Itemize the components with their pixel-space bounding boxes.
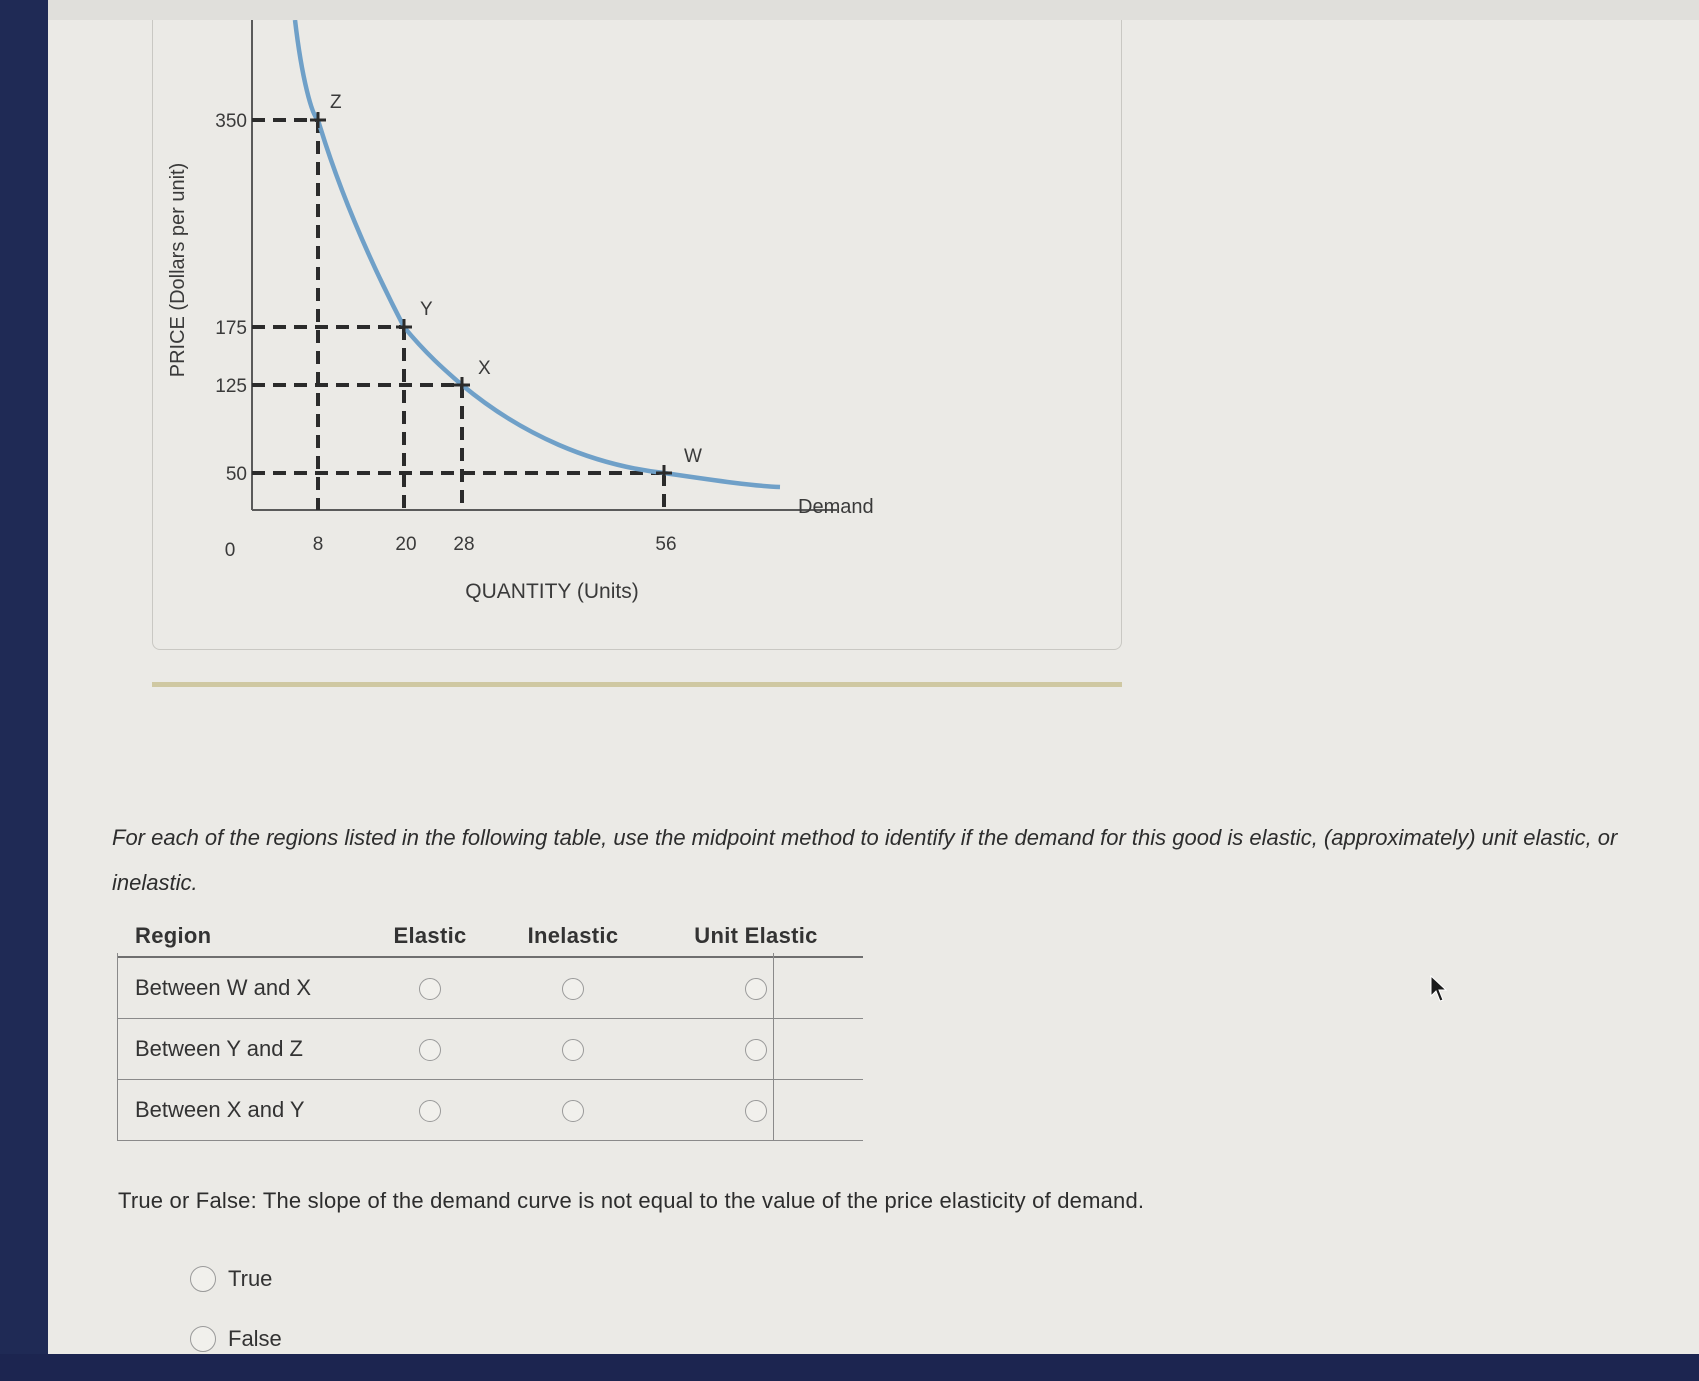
radio-inelastic-y-z[interactable] <box>562 1039 584 1061</box>
demand-graph <box>152 20 1122 650</box>
option-false[interactable] <box>190 1326 282 1352</box>
radio-inelastic-w-x[interactable] <box>562 978 584 1000</box>
y-axis-label: PRICE (Dollars per unit) <box>167 162 189 378</box>
header-region: Region <box>117 920 363 957</box>
header-unit-elastic: Unit Elastic <box>649 920 863 957</box>
true-false-question: True or False: The slope of the demand curve is not equal to the value of the price elasticity of demand. <box>118 1188 1145 1213</box>
radio-elastic-x-y[interactable] <box>419 1100 441 1122</box>
section-divider <box>152 682 1122 687</box>
x-tick-8: 8 <box>312 534 324 555</box>
point-markers <box>310 112 672 481</box>
question-text: For each of the regions listed in the following table, use the midpoint method to identify if the demand for this good is elastic, (approximately) unit elastic, or inelastic. <box>112 825 1618 895</box>
y-tick-350: 350 <box>215 111 247 132</box>
x-tick-56: 56 <box>655 534 677 555</box>
left-bezel <box>0 0 48 1381</box>
demand-label: Demand <box>798 496 874 518</box>
mouse-cursor-icon <box>1429 974 1451 1004</box>
table-header-row <box>117 920 863 957</box>
radio-false[interactable] <box>190 1326 216 1352</box>
radio-true[interactable] <box>190 1266 216 1292</box>
radio-elastic-w-x[interactable] <box>419 978 441 1000</box>
point-label-y: Y <box>420 299 433 320</box>
x-tick-28: 28 <box>453 534 475 555</box>
region-cell: Between Y and Z <box>117 1019 363 1080</box>
x-axis-label: QUANTITY (Units) <box>465 580 639 603</box>
x-tick-20: 20 <box>395 534 417 555</box>
top-strip <box>48 0 1699 20</box>
y-tick-50: 50 <box>225 464 247 485</box>
table-row <box>117 1019 863 1080</box>
radio-unit-elastic-w-x[interactable] <box>745 978 767 1000</box>
point-label-z: Z <box>330 92 342 113</box>
guide-lines <box>252 120 664 510</box>
header-inelastic: Inelastic <box>497 920 649 957</box>
origin-label: 0 <box>224 540 236 561</box>
radio-unit-elastic-y-z[interactable] <box>745 1039 767 1061</box>
bottom-bezel <box>0 1354 1699 1381</box>
option-true[interactable] <box>190 1266 272 1292</box>
radio-inelastic-x-y[interactable] <box>562 1100 584 1122</box>
region-cell: Between W and X <box>117 957 363 1019</box>
option-false-label: False <box>228 1326 282 1351</box>
point-label-x: X <box>478 358 491 379</box>
region-cell: Between X and Y <box>117 1080 363 1141</box>
y-tick-125: 125 <box>215 376 247 397</box>
radio-unit-elastic-x-y[interactable] <box>745 1100 767 1122</box>
option-true-label: True <box>228 1266 273 1291</box>
demand-curve <box>295 20 780 487</box>
point-label-w: W <box>684 446 702 467</box>
elasticity-table <box>117 920 863 1141</box>
table-row <box>117 1080 863 1141</box>
table-row <box>117 957 863 1019</box>
y-tick-175: 175 <box>215 318 247 339</box>
header-elastic: Elastic <box>363 920 497 957</box>
radio-elastic-y-z[interactable] <box>419 1039 441 1061</box>
